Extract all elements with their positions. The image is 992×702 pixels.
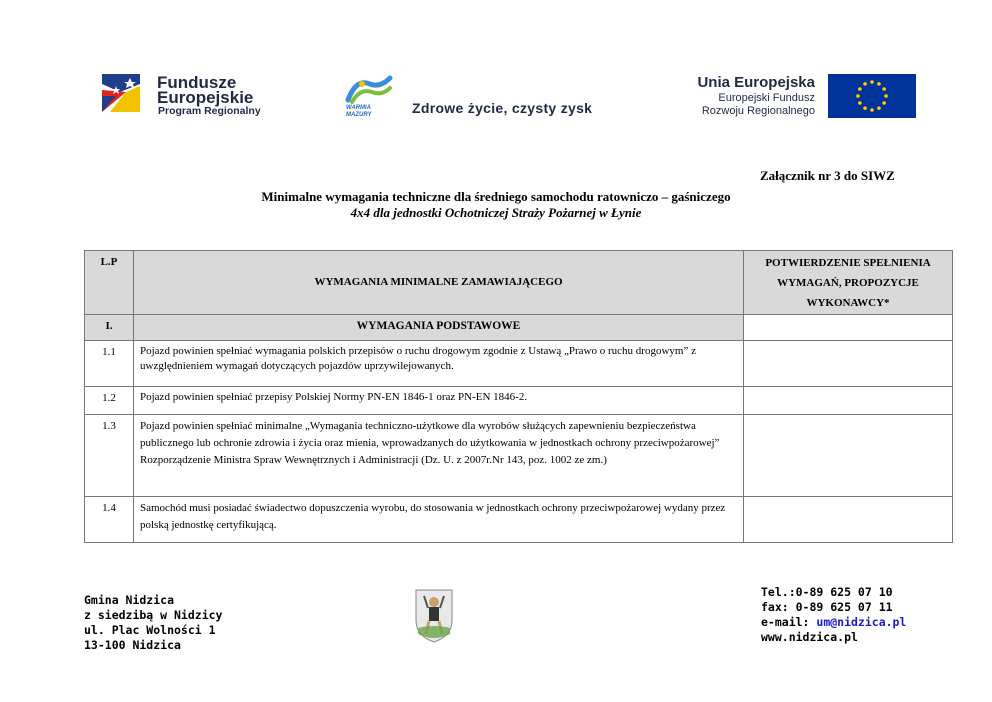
footer-address-line: ul. Plac Wolności 1 [84, 623, 216, 637]
footer-email-label: e-mail: [761, 615, 817, 629]
table-row [85, 341, 953, 387]
footer-contact [761, 585, 906, 645]
footer-email-line [761, 615, 906, 630]
ue-logo [650, 74, 920, 120]
section-confirm-cell[interactable] [744, 315, 953, 341]
eu-flag-icon [828, 74, 916, 118]
eu-star-icon [870, 108, 874, 112]
requirements-table [84, 250, 953, 543]
fe-logo-line2: Europejskie [157, 88, 254, 107]
mazury-word: MAZURY [346, 112, 372, 118]
eu-star-icon [882, 101, 886, 105]
eu-star-icon [863, 106, 867, 110]
table-row [85, 387, 953, 415]
row-confirm-cell[interactable] [744, 387, 953, 415]
warmia-mazury-mark [344, 74, 394, 104]
footer-fax: fax: 0-89 625 07 11 [761, 600, 893, 614]
page-title: Minimalne wymagania techniczne dla średniego samochodu ratowniczo – gaśniczego [261, 189, 731, 204]
footer-email-link[interactable]: um@nidzica.pl [816, 615, 907, 629]
warmia-word: WARMIA [346, 105, 371, 111]
row-text: Pojazd powinien spełniać przepisy Polskiej Normy PN-EN 1846-1 oraz PN-EN 1846-2. [134, 387, 744, 415]
page-subtitle: 4x4 dla jednostki Ochotniczej Straży Pożarnej w Łynie [350, 205, 642, 220]
row-confirm-cell[interactable] [744, 497, 953, 543]
row-confirm-cell[interactable] [744, 341, 953, 387]
row-text: Pojazd powinien spełniać minimalne „Wymagania techniczno-użytkowe dla wyrobów służących zapewnieniu bezpieczeństwa publicznego lub ochronie zdrowia i życia oraz mienia, wprowadzanych do użytkowania w jednostkach ochrony przeciwpożarowej” Rozporządzenie Ministra Spraw Wewnętrznych i Administracji (Dz. U. z 2007r.Nr 143, poz. 1002 ze zm.) [134, 415, 744, 497]
ue-logo-line2: Rozwoju Regionalnego [701, 105, 815, 117]
row-num: 1.4 [85, 497, 134, 543]
row-confirm-cell[interactable] [744, 415, 953, 497]
fe-logo-line3: Program Regionalny [158, 105, 261, 117]
eu-star-icon [863, 82, 867, 86]
table-header-row [85, 251, 953, 315]
footer-address-line: Gmina Nidzica [84, 593, 175, 607]
table-row [85, 497, 953, 543]
fe-logo-mark [100, 70, 144, 116]
annex-label: Załącznik nr 3 do SIWZ [760, 168, 895, 183]
fe-logo [100, 70, 300, 120]
footer-address [84, 593, 222, 653]
eu-star-icon [877, 82, 881, 86]
row-text: Pojazd powinien spełniać wymagania polskich przepisów o ruchu drogowym zgodnie z Ustawą „Prawo o ruchu drogowym” z uwzględnieniem wymagań dotyczących pojazdów uprzywilejowanych. [134, 341, 744, 387]
footer-address-line: z siedzibą w Nidzicy [84, 608, 223, 622]
header-lp: L.P [85, 251, 134, 315]
row-num: 1.1 [85, 341, 134, 387]
row-text: Samochód musi posiadać świadectwo dopuszczenia wyrobu, do stosowania w jednostkach ochrony przeciwpożarowej wydany przez polską jednostkę certyfikującą. [134, 497, 744, 543]
header-confirmation: POTWIERDZENIE SPEŁNIENIA WYMAGAŃ, PROPOZYCJE WYKONAWCY* [744, 251, 953, 315]
table-row [85, 415, 953, 497]
ue-logo-line1: Europejski Fundusz [718, 92, 815, 104]
nidzica-coat-of-arms-icon [414, 588, 454, 644]
footer-address-line: 13-100 Nidzica [84, 638, 181, 652]
fe-logo-line1: Fundusze [157, 73, 237, 92]
header-requirements: WYMAGANIA MINIMALNE ZAMAWIAJĄCEGO [134, 251, 744, 315]
section-num: I. [85, 315, 134, 341]
eu-star-icon [882, 87, 886, 91]
footer-www-link[interactable]: www.nidzica.pl [761, 630, 858, 644]
row-num: 1.3 [85, 415, 134, 497]
warmia-slogan: Zdrowe życie, czysty zysk [412, 100, 593, 116]
section-title: WYMAGANIA PODSTAWOWE [134, 315, 744, 341]
eu-star-icon [856, 94, 860, 98]
eu-star-icon [884, 94, 888, 98]
section-row [85, 315, 953, 341]
ue-logo-title: Unia Europejska [697, 74, 815, 91]
eu-star-icon [858, 87, 862, 91]
eu-star-icon [877, 106, 881, 110]
warmia-mazury-logo [340, 74, 620, 120]
row-num: 1.2 [85, 387, 134, 415]
eu-star-icon [858, 101, 862, 105]
eu-star-icon [870, 80, 874, 84]
footer-tel: Tel.:0-89 625 07 10 [761, 585, 893, 599]
